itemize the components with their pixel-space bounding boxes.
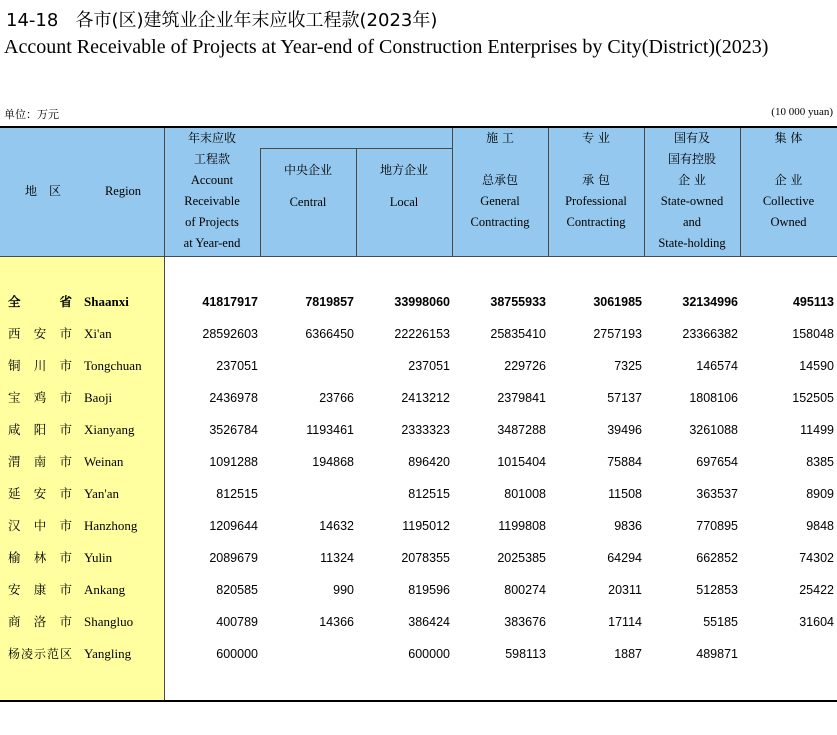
cell: 598113 <box>505 647 546 661</box>
unit-label-en: (10 000 yuan) <box>771 106 833 118</box>
cell: 800274 <box>504 583 546 597</box>
cell: 25422 <box>799 583 834 597</box>
cell: 896420 <box>408 455 450 469</box>
cell: 237051 <box>216 359 258 373</box>
row-name-cn: 西安市 <box>8 326 72 341</box>
cell: 11499 <box>800 423 834 437</box>
cell: 383676 <box>504 615 546 629</box>
cell: 600000 <box>216 647 258 661</box>
cell: 74302 <box>799 551 834 565</box>
cell: 363537 <box>696 487 738 501</box>
cell: 812515 <box>216 487 258 501</box>
header-bottom-rule <box>0 256 837 257</box>
cell: 7819857 <box>305 295 354 309</box>
cell: 194868 <box>312 455 354 469</box>
row-name-en: Xi'an <box>84 326 112 341</box>
cell: 23766 <box>319 391 354 405</box>
row-name-en: Yan'an <box>84 486 119 501</box>
cell: 237051 <box>408 359 450 373</box>
cell: 8909 <box>806 487 834 501</box>
header-state-owned: 国有及 国有控股 企 业 State-owned and State-holding <box>658 131 726 250</box>
cell: 158048 <box>792 327 834 341</box>
cell: 1193461 <box>306 423 354 437</box>
cell: 17114 <box>608 615 642 629</box>
cell: 495113 <box>792 295 834 309</box>
cell: 600000 <box>408 647 450 661</box>
cell: 489871 <box>696 647 738 661</box>
table-row <box>0 318 837 350</box>
header-general-contracting: 施 工 总承包 General Contracting <box>470 131 530 229</box>
cell: 1199808 <box>498 519 546 533</box>
table-row <box>0 382 837 414</box>
cell: 2333323 <box>401 423 450 437</box>
cell: 770895 <box>696 519 738 533</box>
table-row <box>0 638 837 670</box>
table-row-total <box>0 286 837 318</box>
row-name-cn: 宝鸡市 <box>8 390 72 405</box>
cell: 14366 <box>319 615 354 629</box>
cell: 1015404 <box>497 455 546 469</box>
cell: 2757193 <box>593 327 642 341</box>
unit-label-cn: 单位：万元 <box>4 108 59 121</box>
cell: 1887 <box>614 647 642 661</box>
header-receivable: 年末应收 工程款 Account Receivable of Projects at Year-end <box>183 131 241 250</box>
cell: 33998060 <box>394 295 450 309</box>
table-bottom-rule <box>0 700 837 702</box>
cell: 6366450 <box>305 327 354 341</box>
header-region-cn: 地 区 <box>24 184 61 198</box>
cell: 23366382 <box>682 327 738 341</box>
cell: 55185 <box>703 615 738 629</box>
cell: 1209644 <box>209 519 258 533</box>
row-name-en: Xianyang <box>84 422 135 437</box>
row-name-cn: 安康市 <box>8 582 72 597</box>
table-row <box>0 414 837 446</box>
cell: 820585 <box>216 583 258 597</box>
row-name-cn: 延安市 <box>8 486 72 501</box>
cell: 41817917 <box>202 295 258 309</box>
row-name-en: Baoji <box>84 390 113 405</box>
row-name-en: Hanzhong <box>84 518 138 533</box>
cell: 38755933 <box>490 295 546 309</box>
cell: 2436978 <box>209 391 258 405</box>
cell: 3526784 <box>209 423 258 437</box>
cell: 697654 <box>696 455 738 469</box>
row-name-en: Shaanxi <box>84 294 129 309</box>
cell: 1195012 <box>402 519 450 533</box>
cell: 400789 <box>216 615 258 629</box>
cell: 3487288 <box>497 423 546 437</box>
table-title-en: Account Receivable of Projects at Year-end of Construction Enterprises by City(District)(2023) <box>4 36 769 58</box>
cell: 3261088 <box>689 423 738 437</box>
cell: 146574 <box>696 359 738 373</box>
row-name-cn: 全省 <box>8 294 72 309</box>
cell: 2078355 <box>401 551 450 565</box>
row-name-en: Ankang <box>84 582 126 597</box>
header-local: 地方企业 Local <box>379 163 428 209</box>
row-name-en: Yulin <box>84 550 113 565</box>
cell: 11324 <box>320 551 354 565</box>
cell: 2413212 <box>401 391 450 405</box>
cell: 75884 <box>607 455 642 469</box>
table-row <box>0 350 837 382</box>
cell: 32134996 <box>682 295 738 309</box>
cell: 57137 <box>607 391 642 405</box>
table-row <box>0 542 837 574</box>
table-row <box>0 510 837 542</box>
cell: 1808106 <box>689 391 738 405</box>
row-name-en: Weinan <box>84 454 124 469</box>
cell: 512853 <box>696 583 738 597</box>
cell: 28592603 <box>202 327 258 341</box>
row-name-en: Yangling <box>84 646 132 661</box>
cell: 64294 <box>607 551 642 565</box>
data-table <box>0 126 837 702</box>
table-row <box>0 574 837 606</box>
row-name-cn: 铜川市 <box>8 358 72 373</box>
cell: 11508 <box>608 487 642 501</box>
cell: 812515 <box>408 487 450 501</box>
row-name-en: Tongchuan <box>84 358 142 373</box>
table-title-cn: 14-18 各市(区)建筑业企业年末应收工程款(2023年) <box>6 10 438 31</box>
header-region-en: Region <box>104 184 142 198</box>
table-row <box>0 606 837 638</box>
cell: 819596 <box>408 583 450 597</box>
cell: 2025385 <box>497 551 546 565</box>
cell: 2379841 <box>497 391 546 405</box>
header-professional-contracting: 专 业 承 包 Professional Contracting <box>565 131 627 229</box>
cell: 3061985 <box>593 295 642 309</box>
row-name-cn: 渭南市 <box>8 454 72 469</box>
cell: 152505 <box>792 391 834 405</box>
table-row <box>0 446 837 478</box>
cell: 662852 <box>696 551 738 565</box>
cell: 386424 <box>408 615 450 629</box>
cell: 990 <box>333 583 354 597</box>
row-name-cn: 汉中市 <box>8 518 72 533</box>
header-central: 中央企业 Central <box>283 163 332 209</box>
header-collective: 集 体 企 业 Collective Owned <box>762 131 815 229</box>
cell: 9836 <box>614 519 642 533</box>
row-name-cn: 榆林市 <box>8 550 72 565</box>
cell: 2089679 <box>209 551 258 565</box>
cell: 801008 <box>504 487 546 501</box>
row-name-cn: 商洛市 <box>8 614 72 629</box>
cell: 7325 <box>614 359 642 373</box>
cell: 229726 <box>504 359 546 373</box>
row-name-cn: 杨凌示范区 <box>8 647 72 661</box>
cell: 8385 <box>806 455 834 469</box>
cell: 14632 <box>319 519 354 533</box>
cell: 14590 <box>799 359 834 373</box>
cell: 31604 <box>799 615 834 629</box>
cell: 1091288 <box>209 455 258 469</box>
row-name-cn: 咸阳市 <box>8 422 72 437</box>
cell: 20311 <box>608 583 642 597</box>
cell: 9848 <box>806 519 834 533</box>
cell: 25835410 <box>490 327 546 341</box>
cell: 22226153 <box>394 327 450 341</box>
table-row <box>0 478 837 510</box>
cell: 39496 <box>607 423 642 437</box>
row-name-en: Shangluo <box>84 614 134 629</box>
